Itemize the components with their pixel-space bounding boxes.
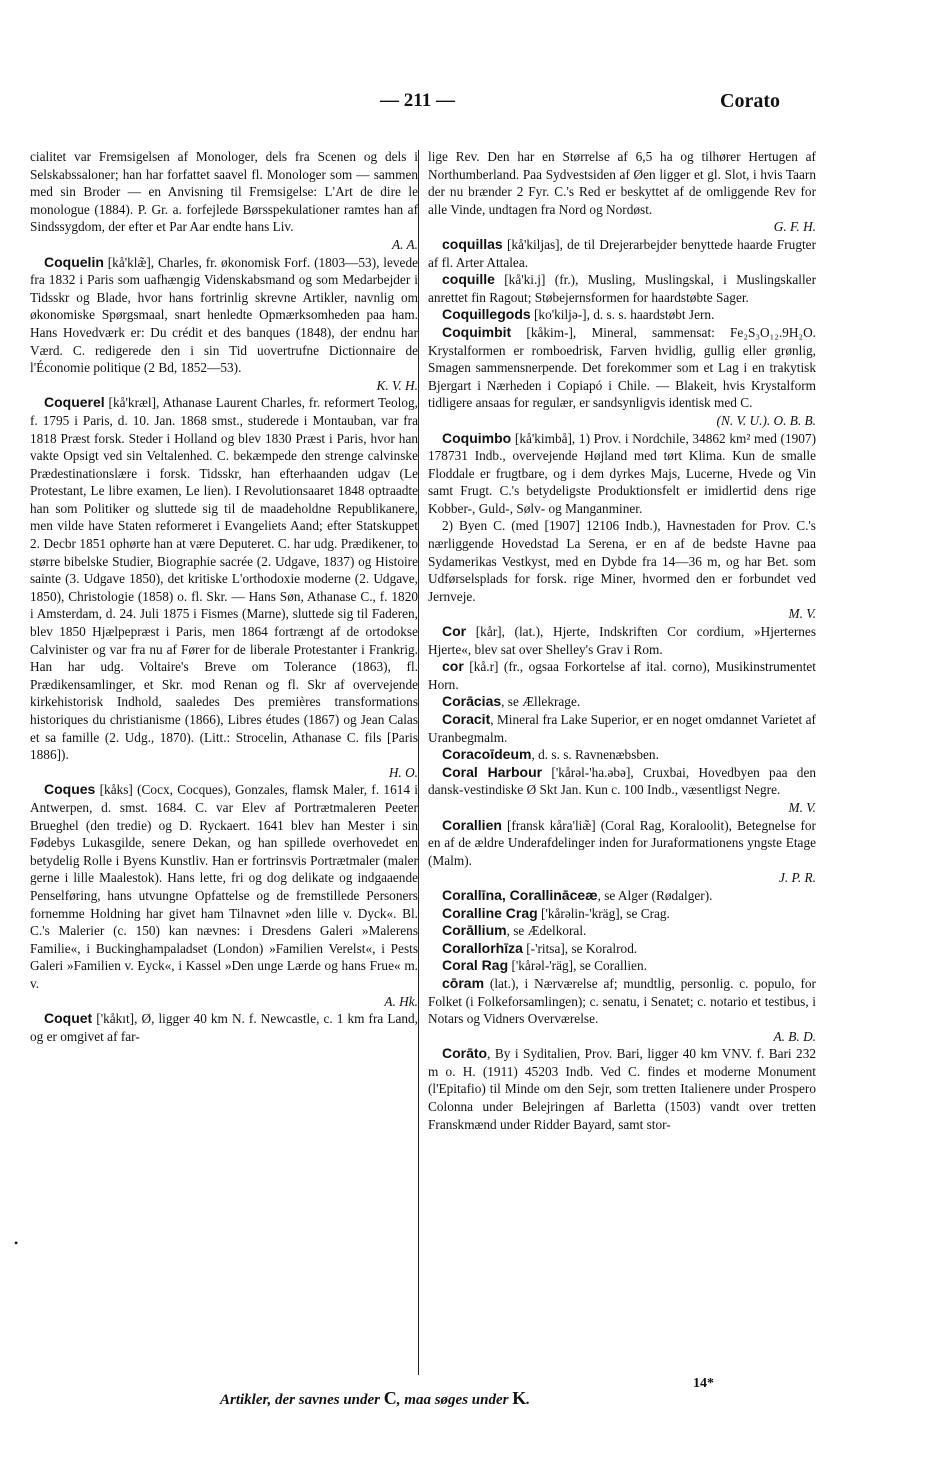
author-signature: (N. V. U.). O. B. B. [716, 412, 816, 428]
dictionary-entry [30, 394, 418, 781]
running-head: Corato [720, 90, 780, 112]
dictionary-entry [428, 957, 816, 975]
author-signature: J. P. R. [778, 870, 816, 886]
dictionary-entry [428, 764, 816, 817]
dictionary-entry [428, 711, 816, 746]
dictionary-entry [428, 817, 816, 887]
entry-text: lige Rev. Den har en Størrelse af 6,5 ha og tilhører Hertugen af Northumberland. Paa Sydvestsiden af Øen ligger et gl. Slot, i hvis Taarn der nu brænder 2 Fyr. C.'s Red er beskyttet af de omliggende Rev for alle Vinde, undtagen fra Nord og Nordøst. [428, 149, 816, 217]
dictionary-entry [30, 781, 418, 1010]
entry-headword: Corāto [442, 1045, 488, 1062]
entry-headword: Coracoīdeum [442, 746, 532, 763]
entry-headword: Corāllium [442, 922, 507, 939]
entry-headword: Corallien [442, 816, 502, 833]
footer-text-2: , maa søges under [396, 1392, 513, 1408]
dictionary-entry [428, 922, 816, 940]
author-signature: M. V. [788, 799, 816, 815]
entry-text: ['kårəl-'ha.əbə], Cruxbai, Hovedbyen paa den dansk-vestindiske Ø Skt Jan. Kun c. 100 Indb., væsentligst Negre. [428, 764, 816, 798]
page-number: — 211 — [380, 90, 455, 111]
entry-headword: Coracit [442, 711, 491, 727]
entry-text: , se Ædelkoral. [506, 923, 587, 939]
entry-text: [kå'klæ̃], Charles, fr. økonomisk Forf. (1803—53), levede fra 1832 i Paris som uafhængig Videnskabsmand og som Medarbejder i Tidsskr og Blade, hvor hans fortrinlig skrevne Artikler, navnlig om økonomiske Spørgsmaal, snart henledte Opmærksomheden paa ham. Hans Hovedværk er: Du crédit et des banques (1848), der endnu har Værd. C. redigerede den i sin Tid uovertrufne Dictionnaire de l'Économie politique (2 Bd, 1852—53). [30, 254, 418, 376]
entry-text: ['kårəlin-'kräg], se Crag. [537, 905, 670, 921]
entry-text: ['kårəl-'räg], se Corallien. [508, 958, 647, 974]
entry-headword: Coquet [44, 1010, 93, 1027]
entry-text: ['kåkıt], Ø, ligger 40 km N. f. Newcastle, c. 1 km fra Land, og er omgivet af far- [30, 1011, 418, 1044]
dictionary-entry [428, 658, 816, 693]
author-signature: G. F. H. [773, 219, 816, 235]
footer-text-3: . [526, 1392, 530, 1408]
entry-text: (lat.), i Nærværelse af; mundtlig, personlig. c. populo, for Folket (i Folkeforsamlingen); c. senatu, i Senatet; c. notario et testibus, i Notars og Vidners Overværelse. [428, 975, 816, 1027]
dictionary-entry [428, 517, 816, 623]
dictionary-entry [428, 306, 816, 324]
author-signature: A. A. [392, 236, 418, 252]
dictionary-entry [428, 236, 816, 271]
dictionary-entry [30, 148, 418, 254]
sheet-signature: 14* [693, 1376, 714, 1391]
entry-headword: Corallīna, Corallināceæ [442, 886, 598, 903]
entry-text: [kåkim-], Mineral, sammensat: Fe₂S₃O₁₂.9H₂O. Krystalformen er romboedrisk, Farven hvidlig, gullig eller grønlig, Smagen sammensnerpende. Det forekommer som et Lag i en trakytisk Bjergart i Nærheden i Copiapó i Chile. — Blakeit, hvis Krystalform tidligere ansaas for regulær, er sandsynligvis identisk med C. [428, 324, 816, 411]
footer-letter-c: C [383, 1388, 397, 1408]
left-column [30, 148, 418, 1045]
dictionary-entry [428, 623, 816, 658]
author-signature: M. V. [788, 606, 816, 622]
entry-headword: coquille [442, 271, 495, 288]
entry-text: , Mineral fra Lake Superior, er en noget omdannet Varietet af Uranbegmalm. [428, 712, 816, 745]
dictionary-entry [30, 1010, 418, 1045]
dictionary-entry [428, 746, 816, 764]
dictionary-entry [428, 887, 816, 905]
dictionary-entry [428, 430, 816, 518]
dictionary-entry [428, 148, 816, 236]
author-signature: K. V. H. [376, 377, 418, 393]
entry-headword: cor [442, 658, 464, 675]
dictionary-entry [428, 271, 816, 306]
entry-headword: Cor [442, 623, 467, 640]
entry-text: [kå'ki.j] (fr.), Musling, Muslingskal, i Muslingskaller anrettet fin Ragout; Støbejernsformen for haardstøbte Sager. [428, 272, 816, 305]
entry-text: , se Alger (Rødalger). [597, 887, 713, 903]
entry-text: [fransk kåra'liæ̃] (Coral Rag, Koraloolit), Betegnelse for en af de ældre Underafdelinger inden for Juraformationens yngste Etage (Malm). [428, 817, 816, 868]
entry-text: [kå'kræl], Athanase Laurent Charles, fr. reformert Teolog, f. 1795 i Paris, d. 10. Jan. 1868 smst., studerede i Montauban, var fra 1818 Præst forsk. Steder i Holland og blev 1830 Præst i Paris, hvor han vakte Opsigt ved sin Veltalenhed. C. bekæmpede den strenge calvinske Prædestinationslære i forsk. Tidsskr, han efterhaanden udgav (Le Protestant, Le libre examen, Le lien). I Revolutionsaaret 1848 optraadte han som Politiker og sluttede sig til de maadeholdne Republikanere, men vilde have Staten reformeret i Evangeliets Aand; efter Statskuppet 2. Decbr 1851 ophørte han at være Deputeret. C. har udg. Prædikener, to større bibelske Studier, Biographie sacrée (2. Udgave, 1837) og Histoire sainte (3. Udgave 1850), det kritiske L'orthodoxie moderne (2. Udgave, 1850), Christologie (1858) o. fl. Skr. — Hans Søn, Athanase C., f. 1820 i Amsterdam, d. 24. Juli 1875 i Fismes (Marne), sluttede sig til Faderen, blev 1850 Hjælpepræst i Paris, men 1864 fortrængt af de ortodokse Calvinister og var fra nu af Fører for de liberale Protestanter i Frankrig. Han har udg. Voltaire's Breve om Tolerance (1863), fl. Prædikensamlinger, et Skr. mod Renan og fl. Skr af overvejende kirkehistorisk Indhold, saaledes Des premières transformations historiques du christianisme (1866), Libres études (1867) og Jean Calas et sa famille (2. Udg., 1870). (Litt.: Strocelin, Athanase C. fils [Paris 1886]). [30, 395, 418, 763]
margin-mark: • [14, 1236, 19, 1250]
entry-headword: Corallorhīza [442, 939, 523, 956]
dictionary-entry [428, 324, 816, 430]
entry-text: , d. s. s. Ravnenæbsben. [531, 747, 659, 763]
entry-headword: cōram [442, 974, 485, 991]
entry-text: [ko'kiljə-], d. s. s. haardstøbt Jern. [530, 307, 715, 323]
entry-headword: Coquerel [44, 394, 105, 411]
entry-text: [kå.r] (fr., ogsaa Forkortelse af ital. corno), Musikinstrumentet Horn. [428, 659, 816, 692]
entry-text: [-'ritsa], se Koralrod. [522, 940, 638, 956]
column-divider [418, 150, 419, 1375]
author-signature: A. Hk. [384, 993, 418, 1009]
entry-text: , By i Syditalien, Prov. Bari, ligger 40 km VNV. f. Bari 232 m o. H. (1911) 45203 Indb. Ved C. findes et moderne Monument (l'Epitafio) til Minde om den Sejr, som tretten Italienere under Prospero Colonna under Belejringen af Barletta (1503) vandt over tretten Franskmænd under Ridder Bayard, samt stor- [428, 1046, 816, 1132]
dictionary-entry [30, 254, 418, 395]
author-signature: H. O. [388, 764, 418, 780]
entry-headword: Coral Harbour [442, 763, 543, 780]
dictionary-entry [428, 1045, 816, 1133]
entry-text: , se Ællekrage. [501, 694, 581, 710]
author-signature: A. B. D. [773, 1028, 816, 1044]
entry-text: 2) Byen C. (med [1907] 12106 Indb.), Havnestaden for Prov. C.'s nærliggende Hovedstad La Serena, er en af de bedste Havne paa Sydamerikas Vestkyst, med en Dybde fra 14—36 m, og har Bet. som Udførselsplads for forsk. rige Miner, hvormed den er forbundet ved Jernveje. [428, 518, 816, 604]
entry-headword: Coquillegods [442, 306, 531, 323]
footer-note [220, 1388, 530, 1409]
entry-headword: Coquelin [44, 253, 104, 270]
dictionary-entry [428, 905, 816, 923]
page-header [30, 90, 780, 122]
entry-headword: Coquimbit [442, 323, 512, 340]
footer-letter-k: K [512, 1388, 527, 1408]
entry-text: cialitet var Fremsigelsen af Monologer, dels fra Scenen og dels i Selskabssaloner; han har forfattet saavel fl. Monologer som — sammen med sin Broder — en Anvisning til Fremsigelse: L'Art de dire le monologue (1884). P. Gr. a. forfejlede Børsspekulationer ramtes han af Sindssygdom, der efter et Par Aar endte hans Liv. [30, 149, 418, 235]
entry-headword: Coral Rag [442, 957, 509, 974]
entry-text: [kåks] (Cocx, Cocques), Gonzales, flamsk Maler, f. 1614 i Antwerpen, d. smst. 1684. C. var Elev af Portrætmaleren Peeter Brueghel (den tredie) og D. Ryckaert. 1641 blev han Mester i sin Fødebys Lukasgilde, senere Dekan, og han spillede overhovedet en betydelig Rolle i Byens Kunstliv. Han er fortrinsvis Portrætmaler (maler gerne i lille Maalestok). Hans lette, fri og dog delikate og indgaaende Penselføring, hans utvungne Opfattelse og de fremstillede Personers fornemme Holdning har givet ham Tilnavnet »den lille v. Dyck«. Bl. C.'s Malerier (c. 150) kan nævnes: i Dresdens Galeri »Malerens Familie«, i Buckinghampaladset (London) »Familien Verelst«, i Pests Galeri »Familien v. Eyck«, i Kassel »Den unge Lærde og hans Frue« m. v. [30, 782, 418, 991]
entry-headword: Corācias [442, 693, 502, 710]
entry-text: [kå'kimbå], 1) Prov. i Nordchile, 34862 km² med (1907) 178731 Indb., overvejende Højland med tørt Klima. Kun de smalle Floddale er frugtbare, og i dem dyrkes Majs, Lucerne, Hvede og Vin samt Frugt. C.'s betydeligste Produktionsfelt er imidlertid dens rige Kobber-, Guld-, Sølv- og Manganminer. [428, 430, 816, 516]
entry-headword: coquillas [442, 235, 503, 252]
right-column [428, 148, 816, 1133]
entry-headword: Coques [44, 781, 96, 798]
dictionary-entry [428, 940, 816, 958]
footer-text-1: Artikler, der savnes under [220, 1392, 384, 1408]
entry-headword: Coquimbo [442, 429, 512, 446]
dictionary-entry [428, 975, 816, 1045]
dictionary-entry [428, 693, 816, 711]
entry-headword: Coralline Crag [442, 904, 538, 921]
entry-text: [kå'kiljas], de til Drejerarbejder benyttede haarde Frugter af fl. Arter Attalea. [428, 236, 816, 270]
entry-text: [kår], (lat.), Hjerte, Indskriften Cor cordium, »Hjerternes Hjerte«, blev sat over Shelley's Grav i Rom. [428, 624, 816, 657]
